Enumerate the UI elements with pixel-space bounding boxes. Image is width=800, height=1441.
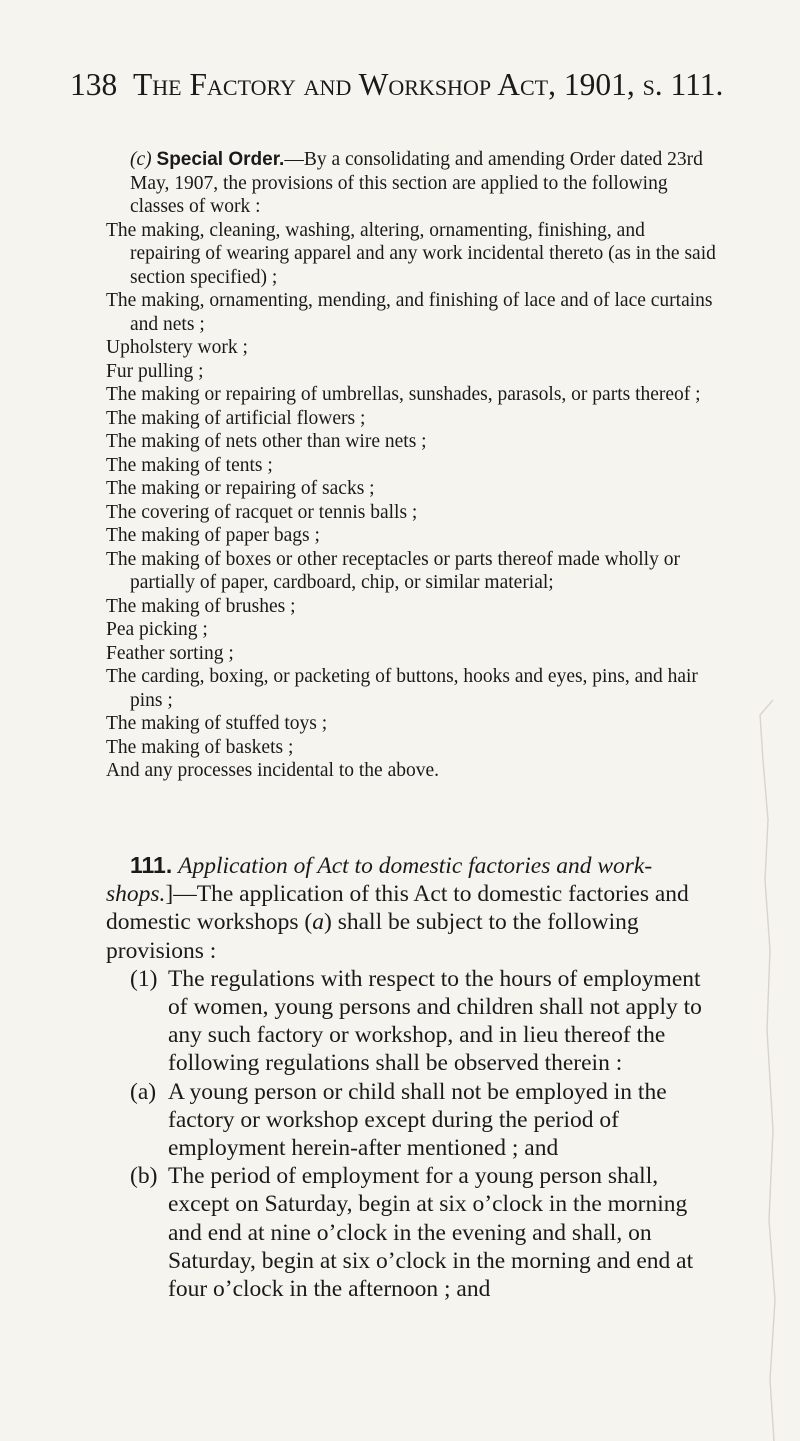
clause-text: The period of employment for a young person shall, except on Saturday, begin at six o’clock in the morning and end at nine o’clock in the evening and shall, on Saturday, begin at six o’clock in the morning and end at four o’clock in the afternoon ; and	[168, 1163, 694, 1303]
work-class-item: The making of boxes or other receptacles or parts thereof made wholly or partially of paper, cardboard, chip, or similar material;	[106, 548, 680, 593]
work-classes-list	[106, 219, 718, 783]
work-class-item: The making of stuffed toys ;	[106, 713, 328, 734]
section-heading: Application of Act to domestic factories and work-shops.	[106, 853, 653, 908]
clause-label: (a)	[130, 1078, 157, 1105]
clause-text: The regulations with respect to the hours of employment of women, young persons and children shall not apply to any such factory or workshop, and in lieu thereof the following regulations shall be observed therein :	[168, 965, 702, 1077]
running-title: The Factory and Workshop Act, 1901, s. 111.	[133, 67, 724, 102]
section-clause	[106, 1078, 718, 1163]
work-class-item: The making of paper bags ;	[106, 525, 320, 546]
page-edge-mark	[740, 0, 800, 1441]
work-class-item: The making of baskets ;	[106, 736, 294, 758]
work-class-item: And any processes incidental to the above.	[106, 760, 440, 781]
work-class-item: The making of tents ;	[106, 454, 273, 476]
section-number: 111.	[130, 852, 173, 878]
work-class-item: The covering of racquet or tennis balls ;	[106, 501, 418, 523]
special-order-intro-text: —By a consolidating and amending Order dated 23rd May, 1907, the provisions of this section are applied to the following classes of work :	[130, 149, 703, 217]
section-body-end: ) shall be subject to the following provisions :	[106, 909, 639, 964]
section-111-intro	[106, 851, 718, 965]
work-class-item: The making or repairing of sacks ;	[106, 478, 375, 499]
special-order-intro	[106, 148, 718, 219]
work-class-item: The making of nets other than wire nets ;	[106, 431, 427, 452]
work-class-item: Feather sorting ;	[106, 642, 234, 664]
section-clause	[106, 965, 718, 1078]
section-clauses	[106, 965, 718, 1303]
clause-label: (b)	[130, 1163, 158, 1190]
work-class-item: The carding, boxing, or packeting of buttons, hooks and eyes, pins, and hair pins ;	[106, 666, 698, 711]
work-class-item: Fur pulling ;	[106, 360, 204, 382]
clause-label: (1)	[130, 965, 158, 992]
work-class-item: The making or repairing of umbrellas, sunshades, parasols, or parts thereof ;	[106, 384, 701, 405]
work-class-item: The making of brushes ;	[106, 595, 296, 617]
clause-label-c: (c)	[130, 149, 152, 170]
work-class-item: The making, cleaning, washing, altering, ornamenting, finishing, and repairing of wearing apparel and any work incidental thereto (as in the said section specified) ;	[106, 219, 716, 288]
special-order-block	[106, 148, 718, 783]
work-class-item: Pea picking ;	[106, 619, 208, 640]
clause-text: A young person or child shall not be employed in the factory or workshop except during the period of employment herein-after mentioned ; and	[168, 1078, 667, 1162]
section-clause	[106, 1162, 718, 1303]
work-class-item: Upholstery work ;	[106, 337, 248, 358]
footnote-ref: a	[312, 909, 325, 936]
page-number: 138	[70, 67, 118, 102]
work-class-item: The making of artificial flowers ;	[106, 407, 366, 429]
section-heading-bracket: ]	[165, 881, 174, 908]
section-body-start: —The application of this Act to domestic factories and domestic workshops (	[106, 881, 689, 936]
section-111	[106, 851, 718, 1303]
running-header	[70, 66, 750, 104]
special-order-lead: Special Order.	[156, 149, 285, 170]
work-class-item: The making, ornamenting, mending, and finishing of lace and of lace curtains and nets ;	[106, 290, 713, 335]
